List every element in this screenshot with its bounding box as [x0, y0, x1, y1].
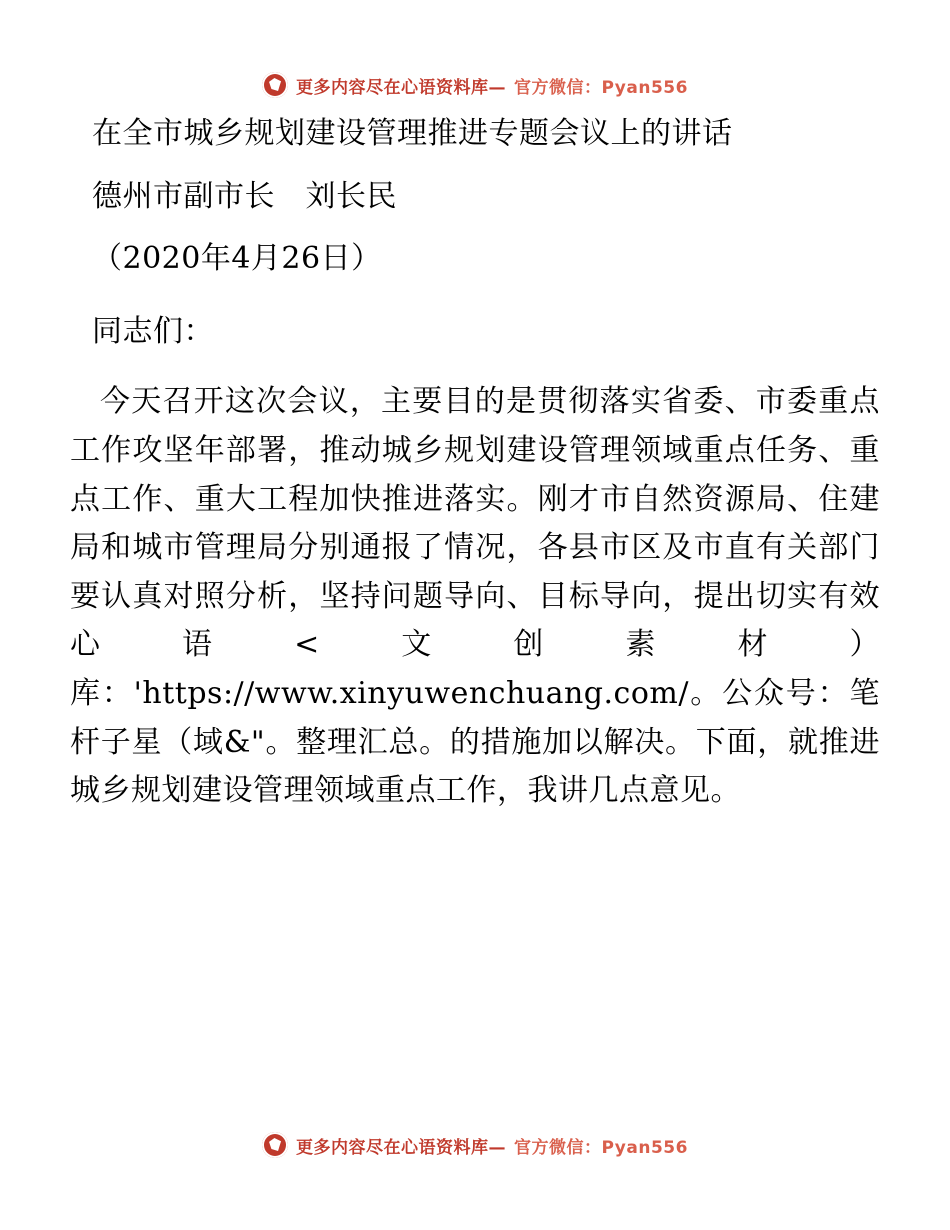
watermark-main-text: 更多内容尽在心语资料库— [296, 77, 507, 98]
document-body-paragraph: 今天召开这次会议，主要目的是贯彻落实省委、市委重点工作攻坚年部署，推动城乡规划建设管理领域重点任务、重点工作、重大工程加快推进落实。刚才市自然资源局、住建局和城市管理局分别通报了情况，各县市区及市直有关部门要认真对照分析，坚持问题导向、目标导向，提出切实有效心语<文创素材）库：'https://www.xinyuwenchuang.com/。公众号：笔杆子星（域&"。整理汇总。的措施加以解决。下面，就推进城乡规划建设管理领域重点工作，我讲几点意见。 [70, 384, 880, 809]
document-title: 在全市城乡规划建设管理推进专题会议上的讲话 [92, 116, 733, 151]
document-content [70, 110, 880, 816]
document-salutation: 同志们： [92, 313, 214, 349]
seal-logo-icon [262, 1132, 288, 1158]
watermark-top [0, 72, 950, 98]
document-dateline: （2020年4月26日） [92, 241, 382, 277]
watermark-sub-text: 官方微信：Pyan556 [514, 77, 688, 98]
watermark-sub-text: 官方微信：Pyan556 [514, 1137, 688, 1158]
watermark-main-text: 更多内容尽在心语资料库— [296, 1137, 507, 1158]
document-byline: 德州市副市长 刘长民 [92, 178, 397, 214]
watermark-bottom [0, 1132, 950, 1158]
seal-logo-icon [262, 72, 288, 98]
